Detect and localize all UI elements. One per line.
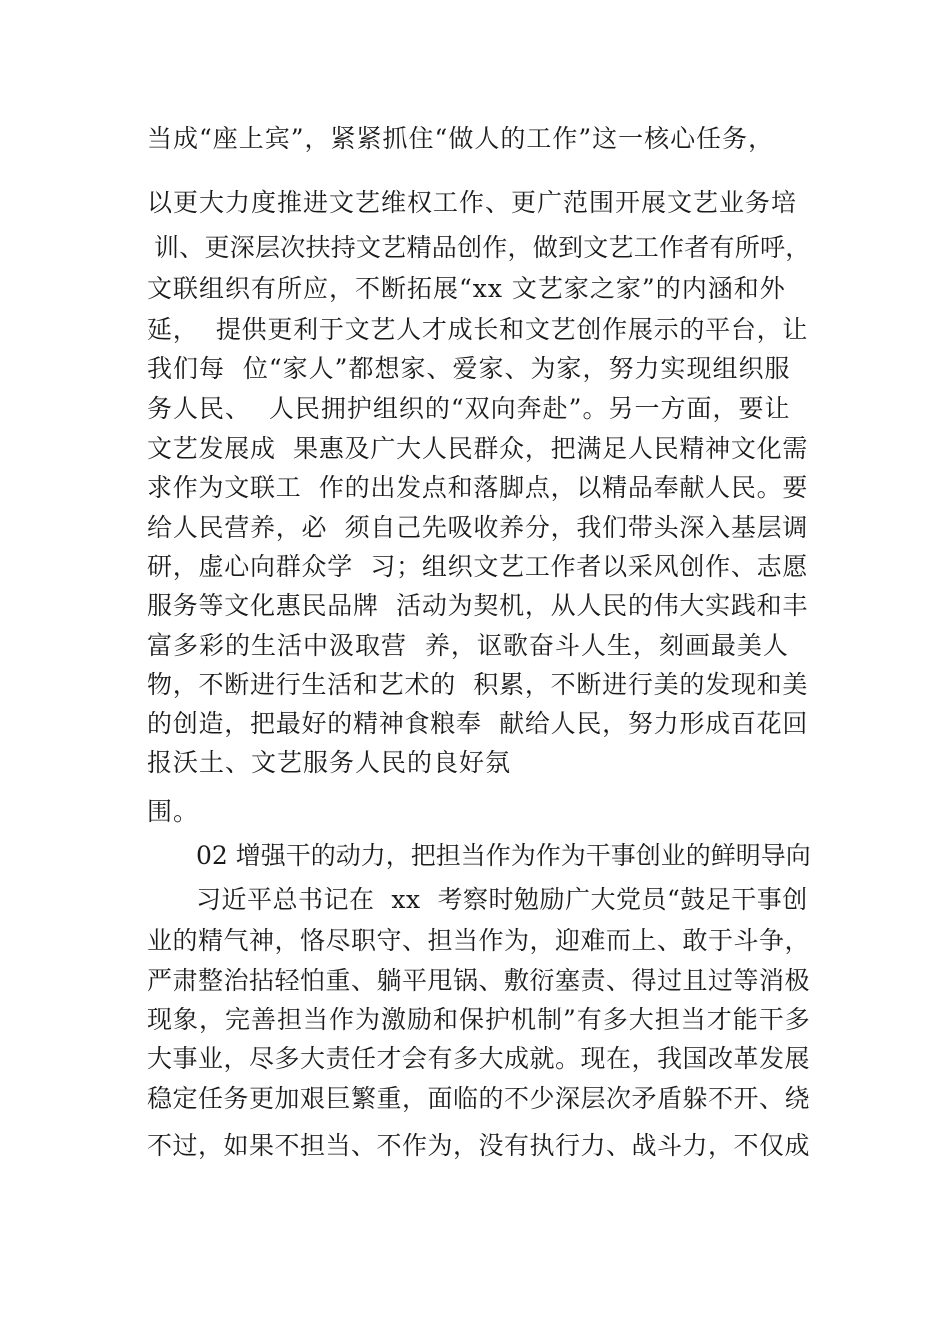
text-line: 的创造，把最好的精神食粮奉 献给人民，努力形成百花回: [147, 709, 809, 738]
text-line: 不过，如果不担当、不作为，没有执行力、战斗力，不仅成: [147, 1131, 811, 1160]
text-line: 给人民营养，必 须自己先吸收养分，我们带头深入基层调: [147, 513, 809, 542]
text-line: 务人民、 人民拥护组织的“双向奔赴”。另一方面，要让: [147, 394, 791, 423]
text-line: 习近平总书记在 xx 考察时勉励广大党员“鼓足干事创: [196, 885, 808, 914]
text-line: 研，虚心向群众学 习；组织文艺工作者以采风创作、志愿: [147, 552, 809, 581]
section-heading: 02 增强干的动力，把担当作为作为干事创业的鲜明导向: [196, 841, 811, 870]
text-line: 稳定任务更加艰巨繁重，面临的不少深层次矛盾躲不开、绕: [147, 1084, 811, 1113]
text-line: 服务等文化惠民品牌 活动为契机，从人民的伟大实践和丰: [147, 591, 809, 620]
text-line: 求作为文联工 作的出发点和落脚点，以精品奉献人民。要: [147, 473, 809, 502]
text-line: 严肃整治拈轻怕重、躺平甩锅、敷衍塞责、得过且过等消极: [147, 966, 811, 995]
text-line: 大事业，尽多大责任才会有多大成就。现在，我国改革发展: [147, 1044, 811, 1073]
text-line: 现象，完善担当作为激励和保护机制”有多大担当才能干多: [147, 1005, 811, 1034]
text-line: 以更大力度推进文艺维权工作、更广范围开展文艺业务培: [147, 188, 798, 217]
text-line: 报沃土、文艺服务人民的良好氛: [147, 748, 512, 777]
text-line: 物，不断进行生活和艺术的 积累，不断进行美的发现和美: [147, 670, 809, 699]
text-line: 当成“座上宾”，紧紧抓住“做人的工作”这一核心任务，: [147, 124, 775, 153]
text-line: 富多彩的生活中汲取营 养，讴歌奋斗人生，刻画最美人: [147, 631, 789, 660]
text-line: 我们每 位“家人”都想家、爱家、为家，努力实现组织服: [147, 354, 791, 383]
text-line: 文艺发展成 果惠及广大人民群众，把满足人民精神文化需: [147, 434, 809, 463]
text-line: 围。: [147, 797, 200, 826]
text-line: 文联组织有所应，不断拓展“xx 文艺家之家”的内涵和外: [147, 274, 786, 303]
text-line: 业的精气神，恪尽职守、担当作为，迎难而上、敢于斗争，: [147, 926, 811, 955]
text-line: 训、更深层次扶持文艺精品创作，做到文艺工作者有所呼，: [154, 233, 811, 262]
text-line: 延， 提供更利于文艺人才成长和文艺创作展示的平台，让: [147, 315, 809, 344]
